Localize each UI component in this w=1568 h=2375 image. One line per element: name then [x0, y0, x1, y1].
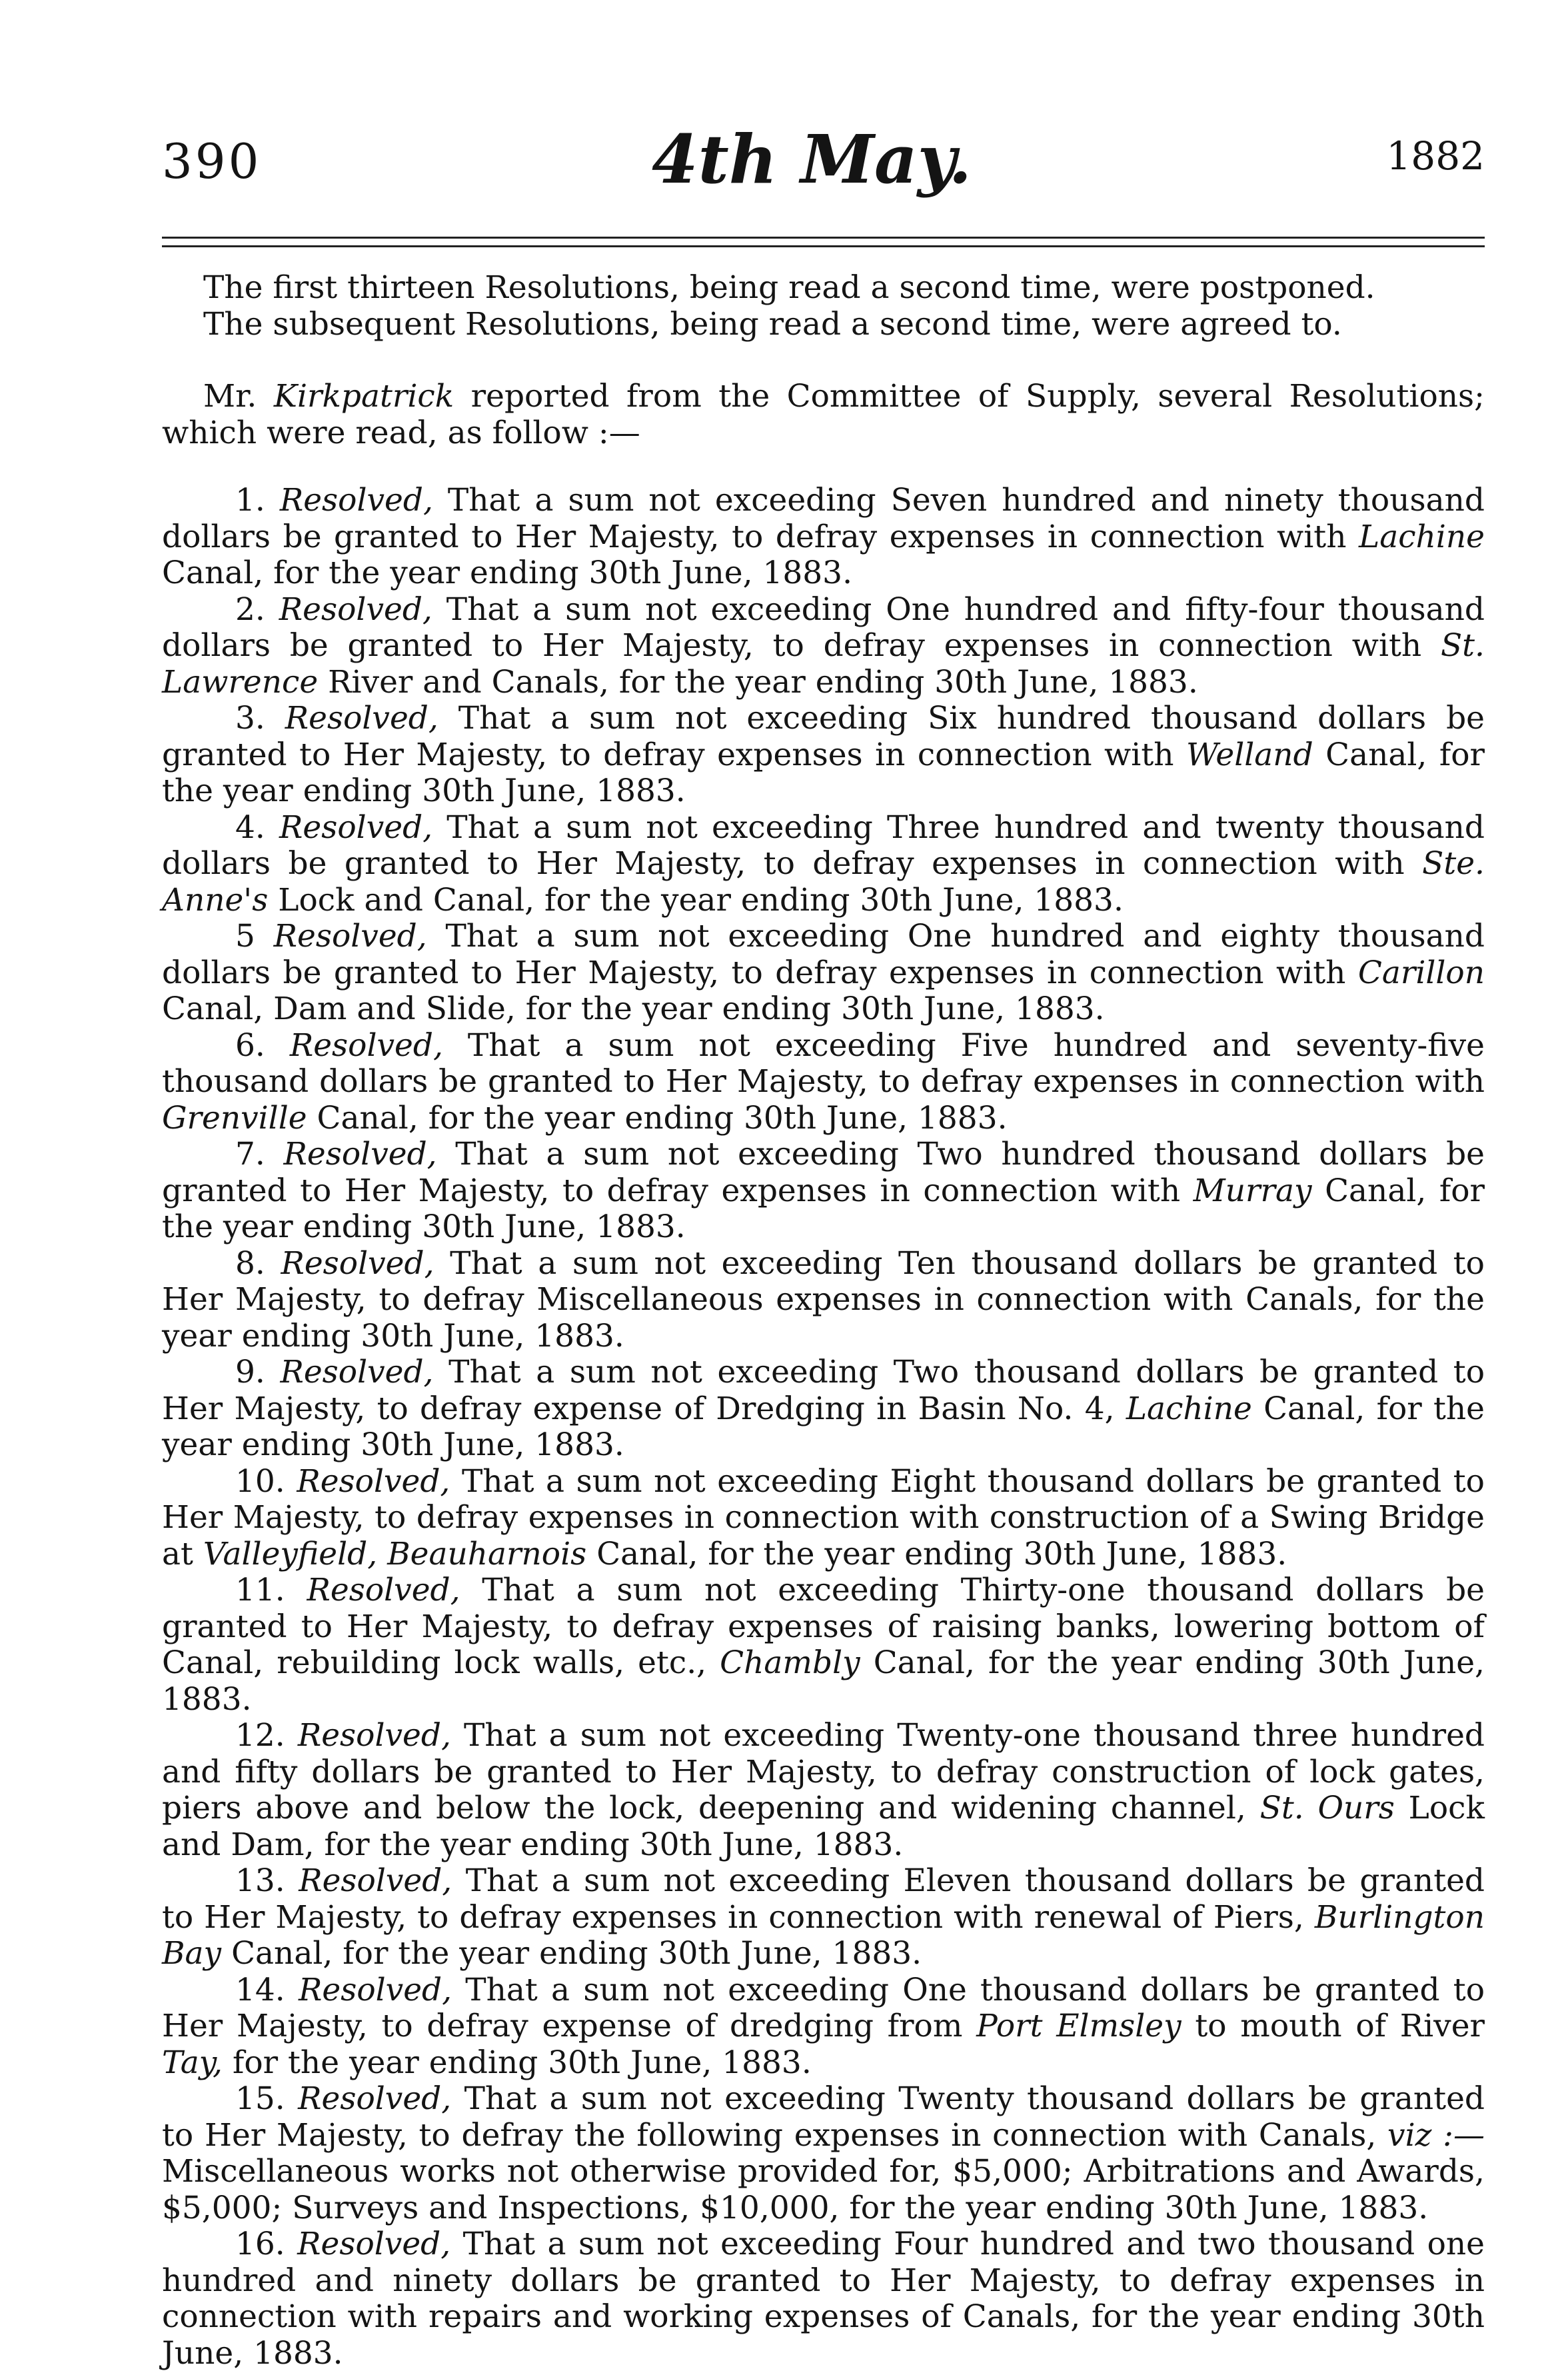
resolution-item — [162, 1137, 1485, 1246]
resolution-item — [162, 1354, 1485, 1464]
resolution-item — [162, 1572, 1485, 1718]
resolution-text-end: River and Canals, for the year ending 30th June, 1883. — [328, 663, 1198, 701]
resolution-item — [162, 592, 1485, 701]
resolution-text-end: Canal, for the year ending 30th June, 1883. — [162, 1172, 1485, 1245]
resolution-number: 5 — [235, 918, 255, 955]
viz-marker: viz :— — [1387, 2116, 1485, 2154]
river-name: Tay, — [162, 2044, 223, 2081]
resolution-text: That a sum not exceeding Two hundred thousand dollars be granted to Her Majesty, to defray expenses in connection with — [162, 1136, 1485, 1209]
resolution-text-end: Miscellaneous works not otherwise provided for, $5,000; Arbitrations and Awards, $5,000; Surveys and Inspections, $10,000, for the year ending 30th June, 1883. — [162, 2153, 1485, 2226]
resolution-text: That a sum not exceeding Eleven thousand dollars be granted to Her Majesty, to defray expenses in connection with renewal of Piers, — [162, 1862, 1485, 1936]
resolution-keyword: Resolved, — [285, 700, 438, 737]
canal-name: Grenville — [162, 1099, 307, 1137]
resolution-keyword: Resolved, — [273, 918, 427, 955]
intro-line: The first thirteen Resolutions, being read a second time, were postponed. — [203, 269, 1375, 306]
resolution-text-end: Canal, for the year ending 30th June, 1883. — [162, 1390, 1485, 1463]
resolution-item — [162, 1246, 1485, 1355]
resolution-number: 15. — [235, 2080, 285, 2117]
intro-block — [162, 270, 1485, 343]
resolution-text: That a sum not exceeding Seven hundred and ninety thousand dollars be granted to Her Majesty, to defray expenses in connection with — [162, 482, 1485, 555]
place-name: Port Elmsley — [976, 2008, 1181, 2044]
resolution-text-end: Canal, for the year ending 30th June, 1883. — [162, 1644, 1485, 1718]
resolution-keyword: Resolved, — [299, 1862, 452, 1899]
resolution-number: 6. — [235, 1027, 265, 1064]
resolution-item — [162, 2081, 1485, 2226]
resolution-number: 10. — [235, 1462, 285, 1500]
resolution-item — [162, 701, 1485, 810]
resolution-text-end: Canal, for the year ending 30th June, 1883. — [596, 1535, 1287, 1572]
resolution-number: 12. — [235, 1717, 285, 1754]
resolution-text: That a sum not exceeding Twenty thousand dollars be granted to Her Majesty, to defray the following expenses in connection with Canals, — [162, 2080, 1485, 2154]
resolution-text-end: Canal, for the year ending 30th June, 1883. — [317, 1099, 1008, 1137]
canal-name: St. Ours — [1259, 1790, 1395, 1826]
resolution-text: That a sum not exceeding One thousand dollars be granted to Her Majesty, to defray expense of dredging from — [162, 1971, 1485, 2044]
canal-name: Valleyfield, Beauharnois — [203, 1535, 587, 1572]
intro-line: The subsequent Resolutions, being read a second time, were agreed to. — [203, 305, 1342, 343]
resolution-item — [162, 1464, 1485, 1573]
resolution-keyword: Resolved, — [298, 2080, 452, 2117]
resolution-item — [162, 810, 1485, 919]
canal-name: Welland — [1185, 736, 1313, 773]
resolution-number: 11. — [235, 1572, 285, 1608]
resolution-number: 3. — [235, 700, 265, 737]
resolution-text: That a sum not exceeding Thirty-one thousand dollars be granted to Her Majesty, to defray expenses of raising banks, lowering bottom of Canal, rebuilding lock walls, etc., — [162, 1572, 1485, 1681]
resolutions-list — [162, 483, 1485, 2372]
resolution-keyword: Resolved, — [279, 591, 432, 628]
resolution-text-end: Canal, for the year ending 30th June, 1883. — [231, 1935, 922, 1972]
resolution-text: That a sum not exceeding Three hundred and twenty thousand dollars be granted to Her Majesty, to defray expenses in connection with — [162, 809, 1485, 882]
member-name: Kirkpatrick — [273, 378, 454, 415]
resolution-keyword: Resolved, — [297, 1462, 450, 1500]
resolution-keyword: Resolved, — [283, 1136, 437, 1173]
resolution-number: 16. — [235, 2226, 285, 2262]
resolution-number: 14. — [235, 1971, 285, 2008]
resolution-text-end: Canal, Dam and Slide, for the year ending 30th June, 1883. — [162, 991, 1105, 1027]
report-prefix: Mr. — [203, 378, 257, 415]
resolution-keyword: Resolved, — [297, 2226, 451, 2262]
canal-name: Ste. Anne's — [162, 845, 1485, 919]
resolution-number: 1. — [235, 482, 265, 519]
header-rule-bottom — [162, 245, 1485, 247]
resolution-item — [162, 1718, 1485, 1863]
canal-name: Lachine — [1126, 1390, 1252, 1427]
resolution-number: 2. — [235, 591, 265, 628]
resolution-text-end: Lock and Canal, for the year ending 30th June, 1883. — [278, 881, 1124, 919]
resolution-text: That a sum not exceeding Twenty-one thousand three hundred and fifty dollars be granted to Her Majesty, to defray construction of lock gates, piers above and below the lock, deepening and widening channel, — [162, 1717, 1485, 1826]
resolution-keyword: Resolved, — [280, 1354, 434, 1390]
canal-name: Murray — [1193, 1172, 1312, 1209]
resolution-text: That a sum not exceeding Five hundred and seventy-five thousand dollars be granted to Her Majesty, to defray expenses in connection with — [162, 1027, 1485, 1100]
canal-name: St. Lawrence — [162, 627, 1485, 701]
header-rule-top — [162, 237, 1485, 239]
resolution-keyword: Resolved, — [307, 1572, 460, 1608]
resolution-keyword: Resolved, — [281, 1244, 434, 1282]
resolution-item — [162, 1028, 1485, 1137]
document-body — [162, 270, 1485, 2372]
resolution-number: 7. — [235, 1136, 265, 1173]
resolution-text: That a sum not exceeding Four hundred and two thousand one hundred and ninety dollars be granted to Her Majesty, to defray expenses in connection with repairs and working expenses of Canals, for the year ending 30th June, 1883. — [162, 2226, 1485, 2372]
page-title: 4th May. — [652, 120, 972, 199]
resolution-text: That a sum not exceeding One hundred and eighty thousand dollars be granted to Her Majesty, to defray expenses in connection with — [162, 918, 1485, 991]
resolution-item — [162, 483, 1485, 592]
resolution-text: That a sum not exceeding Two thousand dollars be granted to Her Majesty, to defray expense of Dredging in Basin No. 4, — [162, 1354, 1485, 1427]
resolution-text-end: for the year ending 30th June, 1883. — [232, 2044, 812, 2081]
resolution-number: 9. — [235, 1354, 265, 1390]
resolution-number: 4. — [235, 809, 265, 846]
committee-report — [162, 379, 1485, 451]
resolution-keyword: Resolved, — [279, 809, 433, 846]
resolution-keyword: Resolved, — [289, 1027, 443, 1064]
resolution-number: 13. — [235, 1862, 285, 1899]
resolution-text-end: Canal, for the year ending 30th June, 1883. — [162, 736, 1485, 809]
page-year: 1882 — [1386, 133, 1485, 179]
resolution-text: That a sum not exceeding One hundred and fifty-four thousand dollars be granted to Her Majesty, to defray expenses in connection with — [162, 591, 1485, 664]
resolution-item — [162, 1972, 1485, 2082]
canal-name: Chambly — [720, 1644, 860, 1681]
resolution-keyword: Resolved, — [299, 1971, 452, 2008]
resolution-text-mid: to mouth of River — [1195, 2008, 1485, 2044]
canal-name: Burlington Bay — [162, 1898, 1485, 1972]
resolution-text: That a sum not exceeding Ten thousand dollars be granted to Her Majesty, to defray Miscellaneous expenses in connection with Canals, for the year ending 30th June, 1883. — [162, 1244, 1485, 1354]
resolution-text-end: Lock and Dam, for the year ending 30th June, 1883. — [162, 1790, 1485, 1863]
resolution-text-end: Canal, for the year ending 30th June, 1883. — [162, 555, 853, 591]
resolution-keyword: Resolved, — [279, 482, 433, 519]
resolution-item — [162, 2226, 1485, 2372]
page-header — [162, 113, 1485, 207]
resolution-text: That a sum not exceeding Six hundred thousand dollars be granted to Her Majesty, to defray expenses in connection with — [162, 700, 1485, 773]
report-text: reported from the Committee of Supply, several Resolutions; which were read, as follow :— — [162, 378, 1485, 451]
canal-name: Carillon — [1357, 954, 1485, 991]
canal-name: Lachine — [1359, 518, 1485, 555]
resolution-item — [162, 919, 1485, 1028]
resolution-item — [162, 1863, 1485, 1972]
page-number: 390 — [162, 133, 262, 189]
resolution-keyword: Resolved, — [297, 1717, 451, 1754]
resolution-number: 8. — [235, 1244, 265, 1282]
resolution-text: That a sum not exceeding Eight thousand dollars be granted to Her Majesty, to defray expenses in connection with construction of a Swing Bridge at — [162, 1462, 1485, 1572]
